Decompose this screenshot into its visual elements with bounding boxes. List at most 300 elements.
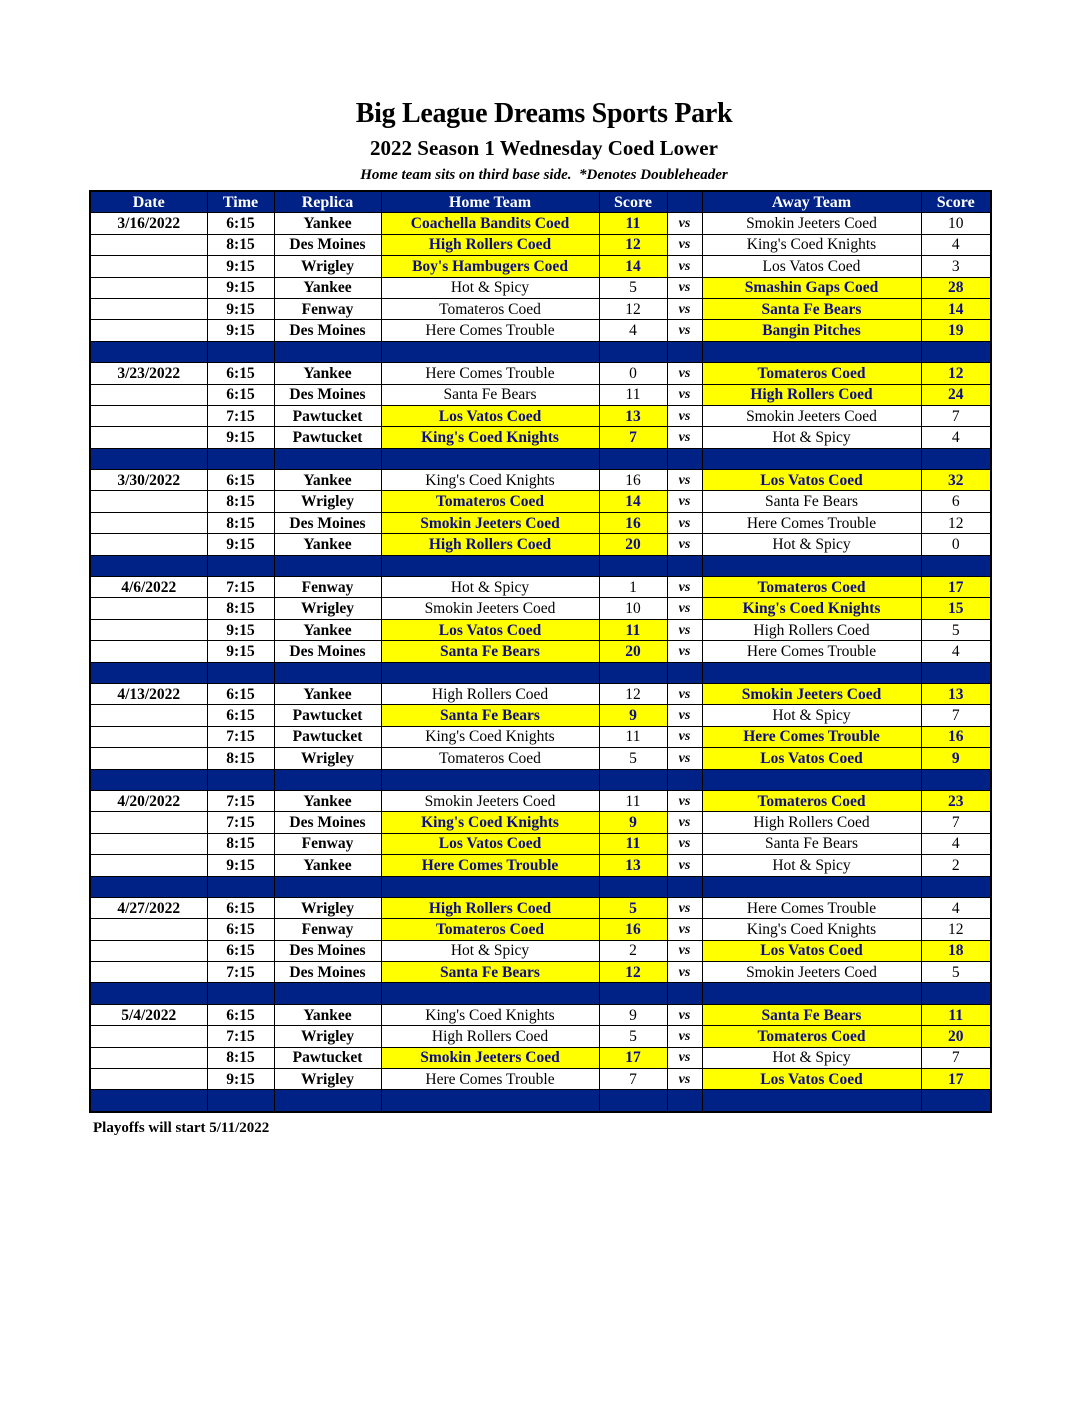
home-team: Santa Fe Bears [381,962,599,983]
separator-cell [702,876,921,897]
game-time: 7:15 [207,812,274,833]
home-team: Boy's Hambugers Coed [381,256,599,277]
game-time: 7:15 [207,405,274,426]
away-score: 20 [921,1026,991,1047]
game-date [90,812,207,833]
game-field: Des Moines [274,940,381,961]
away-score: 17 [921,577,991,598]
table-row [90,298,991,319]
game-date [90,234,207,255]
separator-cell [90,662,207,683]
away-team: Tomateros Coed [702,790,921,811]
table-row [90,748,991,769]
home-score: 16 [599,919,667,940]
separator-cell [921,769,991,790]
away-score: 12 [921,363,991,384]
away-score: 23 [921,790,991,811]
separator-cell [274,448,381,469]
away-team: Here Comes Trouble [702,726,921,747]
game-field: Wrigley [274,1069,381,1090]
away-team: Santa Fe Bears [702,491,921,512]
home-team: High Rollers Coed [381,234,599,255]
separator-cell [702,1090,921,1112]
separator-cell [667,662,702,683]
separator-cell [207,341,274,362]
away-score: 14 [921,298,991,319]
game-field: Yankee [274,470,381,491]
away-team: Bangin Pitches [702,320,921,341]
week-separator [90,662,991,683]
game-field: Des Moines [274,512,381,533]
away-score: 13 [921,683,991,704]
home-score: 5 [599,1026,667,1047]
game-time: 8:15 [207,234,274,255]
home-score: 5 [599,277,667,298]
away-team: Los Vatos Coed [702,940,921,961]
away-score: 6 [921,491,991,512]
game-date: 3/16/2022 [90,213,207,234]
separator-cell [90,555,207,576]
away-score: 12 [921,919,991,940]
home-score: 12 [599,962,667,983]
separator-cell [667,876,702,897]
game-field: Wrigley [274,598,381,619]
home-score: 7 [599,1069,667,1090]
game-date [90,298,207,319]
away-score: 32 [921,470,991,491]
home-score: 12 [599,683,667,704]
away-team: Tomateros Coed [702,363,921,384]
game-date [90,534,207,555]
away-team: Smokin Jeeters Coed [702,962,921,983]
table-row [90,705,991,726]
game-field: Des Moines [274,234,381,255]
game-field: Yankee [274,1004,381,1025]
separator-cell [274,341,381,362]
home-team: Smokin Jeeters Coed [381,512,599,533]
home-team: High Rollers Coed [381,897,599,918]
game-field: Yankee [274,277,381,298]
away-team: King's Coed Knights [702,234,921,255]
home-team: Hot & Spicy [381,940,599,961]
game-field: Des Moines [274,962,381,983]
separator-cell [207,769,274,790]
home-team: King's Coed Knights [381,726,599,747]
away-team: Santa Fe Bears [702,298,921,319]
game-field: Pawtucket [274,405,381,426]
vs-label: vs [667,855,702,876]
game-date [90,427,207,448]
vs-label: vs [667,577,702,598]
home-team: Here Comes Trouble [381,1069,599,1090]
schedule-note: Home team sits on third base side. *Denotes Doubleheader [360,167,728,183]
table-row [90,598,991,619]
game-field: Des Moines [274,812,381,833]
vs-label: vs [667,534,702,555]
separator-cell [207,662,274,683]
vs-label: vs [667,234,702,255]
game-date [90,512,207,533]
home-score: 1 [599,577,667,598]
home-score: 14 [599,256,667,277]
home-team: Los Vatos Coed [381,405,599,426]
away-score: 7 [921,1047,991,1068]
game-field: Yankee [274,790,381,811]
table-row [90,534,991,555]
away-score: 4 [921,427,991,448]
home-score: 9 [599,1004,667,1025]
away-team: Here Comes Trouble [702,641,921,662]
separator-cell [667,983,702,1004]
separator-cell [667,555,702,576]
vs-label: vs [667,705,702,726]
table-row [90,833,991,854]
playoffs-note: Playoffs will start 5/11/2022 [93,1120,270,1136]
game-date [90,705,207,726]
game-time: 8:15 [207,748,274,769]
separator-cell [207,1090,274,1112]
separator-cell [599,769,667,790]
game-field: Wrigley [274,897,381,918]
home-team: Tomateros Coed [381,491,599,512]
away-team: Santa Fe Bears [702,833,921,854]
game-time: 8:15 [207,491,274,512]
vs-label: vs [667,1026,702,1047]
home-team: Tomateros Coed [381,919,599,940]
vs-label: vs [667,213,702,234]
separator-cell [702,983,921,1004]
home-team: Tomateros Coed [381,748,599,769]
vs-label: vs [667,726,702,747]
week-separator [90,983,991,1004]
home-team: Santa Fe Bears [381,384,599,405]
game-date [90,256,207,277]
away-team: Smokin Jeeters Coed [702,405,921,426]
away-score: 18 [921,940,991,961]
home-score: 11 [599,833,667,854]
home-team: Los Vatos Coed [381,833,599,854]
game-field: Wrigley [274,748,381,769]
away-score: 7 [921,705,991,726]
game-time: 9:15 [207,534,274,555]
game-date: 4/13/2022 [90,683,207,704]
separator-cell [90,448,207,469]
vs-label: vs [667,748,702,769]
separator-cell [702,555,921,576]
away-team: Los Vatos Coed [702,256,921,277]
home-team: Santa Fe Bears [381,641,599,662]
game-date: 4/27/2022 [90,897,207,918]
game-field: Pawtucket [274,427,381,448]
away-score: 28 [921,277,991,298]
game-date: 4/6/2022 [90,577,207,598]
home-score: 11 [599,619,667,640]
separator-cell [207,448,274,469]
vs-label: vs [667,320,702,341]
page-subtitle: 2022 Season 1 Wednesday Coed Lower [370,136,718,160]
game-time: 9:15 [207,619,274,640]
away-score: 2 [921,855,991,876]
away-score: 7 [921,405,991,426]
home-score: 13 [599,855,667,876]
game-date [90,962,207,983]
separator-cell [667,769,702,790]
game-time: 7:15 [207,790,274,811]
table-row [90,641,991,662]
game-field: Fenway [274,833,381,854]
home-score: 9 [599,812,667,833]
home-team: Smokin Jeeters Coed [381,790,599,811]
week-separator [90,876,991,897]
header-row [90,191,991,213]
home-score: 11 [599,213,667,234]
away-score: 11 [921,1004,991,1025]
away-team: Smokin Jeeters Coed [702,683,921,704]
game-date [90,320,207,341]
separator-cell [921,448,991,469]
game-time: 7:15 [207,726,274,747]
away-team: High Rollers Coed [702,619,921,640]
game-time: 9:15 [207,641,274,662]
separator-cell [599,341,667,362]
game-date [90,277,207,298]
game-date [90,619,207,640]
separator-cell [599,448,667,469]
game-date [90,855,207,876]
separator-cell [667,341,702,362]
home-score: 13 [599,405,667,426]
away-score: 4 [921,234,991,255]
game-field: Yankee [274,363,381,384]
separator-cell [921,876,991,897]
away-team: High Rollers Coed [702,812,921,833]
game-field: Pawtucket [274,1047,381,1068]
home-team: Tomateros Coed [381,298,599,319]
week-separator [90,448,991,469]
away-team: Los Vatos Coed [702,470,921,491]
game-date: 3/30/2022 [90,470,207,491]
vs-label: vs [667,384,702,405]
home-team: Santa Fe Bears [381,705,599,726]
home-score: 14 [599,491,667,512]
vs-label: vs [667,940,702,961]
home-team: Here Comes Trouble [381,320,599,341]
home-team: Smokin Jeeters Coed [381,598,599,619]
home-score: 17 [599,1047,667,1068]
home-score: 4 [599,320,667,341]
vs-label: vs [667,812,702,833]
col-home-score: Score [599,191,667,213]
separator-cell [381,983,599,1004]
separator-cell [381,876,599,897]
away-team: Hot & Spicy [702,534,921,555]
table-row [90,384,991,405]
vs-label: vs [667,512,702,533]
vs-label: vs [667,619,702,640]
home-score: 16 [599,470,667,491]
separator-cell [599,983,667,1004]
away-team: Los Vatos Coed [702,1069,921,1090]
schedule-table [89,190,992,1113]
home-team: Los Vatos Coed [381,619,599,640]
away-team: Smokin Jeeters Coed [702,213,921,234]
game-time: 6:15 [207,940,274,961]
game-date [90,1069,207,1090]
home-score: 11 [599,384,667,405]
home-team: High Rollers Coed [381,1026,599,1047]
separator-cell [921,983,991,1004]
table-row [90,491,991,512]
away-team: Hot & Spicy [702,427,921,448]
game-field: Pawtucket [274,726,381,747]
away-team: Tomateros Coed [702,577,921,598]
home-team: Hot & Spicy [381,277,599,298]
game-date: 4/20/2022 [90,790,207,811]
table-row [90,256,991,277]
game-field: Fenway [274,919,381,940]
vs-label: vs [667,277,702,298]
home-score: 12 [599,234,667,255]
vs-label: vs [667,1069,702,1090]
game-time: 8:15 [207,1047,274,1068]
vs-label: vs [667,363,702,384]
table-row [90,470,991,491]
game-field: Yankee [274,534,381,555]
separator-cell [274,769,381,790]
game-field: Wrigley [274,256,381,277]
home-team: Here Comes Trouble [381,855,599,876]
separator-cell [599,876,667,897]
game-time: 7:15 [207,1026,274,1047]
game-date [90,598,207,619]
away-score: 5 [921,962,991,983]
game-time: 8:15 [207,833,274,854]
away-score: 9 [921,748,991,769]
game-date [90,726,207,747]
home-score: 11 [599,726,667,747]
game-field: Wrigley [274,491,381,512]
separator-cell [381,555,599,576]
home-score: 20 [599,534,667,555]
table-row [90,277,991,298]
separator-cell [381,769,599,790]
away-team: Smashin Gaps Coed [702,277,921,298]
separator-cell [207,983,274,1004]
away-score: 19 [921,320,991,341]
vs-label: vs [667,641,702,662]
table-row [90,812,991,833]
vs-label: vs [667,256,702,277]
away-score: 4 [921,641,991,662]
game-field: Des Moines [274,384,381,405]
home-team: Hot & Spicy [381,577,599,598]
table-row [90,320,991,341]
away-team: Tomateros Coed [702,1026,921,1047]
game-field: Yankee [274,619,381,640]
game-field: Yankee [274,683,381,704]
table-row [90,919,991,940]
home-score: 10 [599,598,667,619]
vs-label: vs [667,833,702,854]
home-team: King's Coed Knights [381,470,599,491]
table-row [90,405,991,426]
away-team: King's Coed Knights [702,598,921,619]
away-score: 24 [921,384,991,405]
game-time: 6:15 [207,683,274,704]
away-score: 4 [921,833,991,854]
away-score: 16 [921,726,991,747]
game-time: 6:15 [207,363,274,384]
separator-cell [381,448,599,469]
home-score: 2 [599,940,667,961]
separator-cell [274,876,381,897]
home-team: High Rollers Coed [381,683,599,704]
game-time: 7:15 [207,577,274,598]
table-row [90,726,991,747]
separator-cell [921,341,991,362]
schedule-body [90,213,991,1112]
game-date [90,641,207,662]
vs-label: vs [667,298,702,319]
separator-cell [207,555,274,576]
vs-label: vs [667,897,702,918]
week-separator [90,1090,991,1112]
game-field: Pawtucket [274,705,381,726]
col-home-team: Home Team [381,191,599,213]
home-score: 0 [599,363,667,384]
game-time: 6:15 [207,705,274,726]
game-time: 6:15 [207,897,274,918]
away-score: 4 [921,897,991,918]
separator-cell [702,662,921,683]
col-replica: Replica [274,191,381,213]
home-score: 12 [599,298,667,319]
home-team: High Rollers Coed [381,534,599,555]
game-field: Fenway [274,298,381,319]
week-separator [90,769,991,790]
home-team: King's Coed Knights [381,812,599,833]
away-team: Hot & Spicy [702,705,921,726]
home-team: King's Coed Knights [381,427,599,448]
game-time: 6:15 [207,919,274,940]
separator-cell [921,662,991,683]
col-time: Time [207,191,274,213]
game-time: 9:15 [207,427,274,448]
separator-cell [207,876,274,897]
game-time: 8:15 [207,598,274,619]
home-score: 20 [599,641,667,662]
game-time: 9:15 [207,855,274,876]
separator-cell [667,448,702,469]
game-time: 6:15 [207,470,274,491]
separator-cell [667,1090,702,1112]
separator-cell [599,1090,667,1112]
home-team: Smokin Jeeters Coed [381,1047,599,1068]
game-field: Des Moines [274,641,381,662]
table-row [90,940,991,961]
away-team: Los Vatos Coed [702,748,921,769]
vs-label: vs [667,470,702,491]
page-title: Big League Dreams Sports Park [355,98,733,129]
away-score: 5 [921,619,991,640]
week-separator [90,555,991,576]
separator-cell [274,555,381,576]
home-score: 5 [599,897,667,918]
game-field: Yankee [274,213,381,234]
game-date [90,748,207,769]
game-field: Yankee [274,855,381,876]
away-score: 0 [921,534,991,555]
